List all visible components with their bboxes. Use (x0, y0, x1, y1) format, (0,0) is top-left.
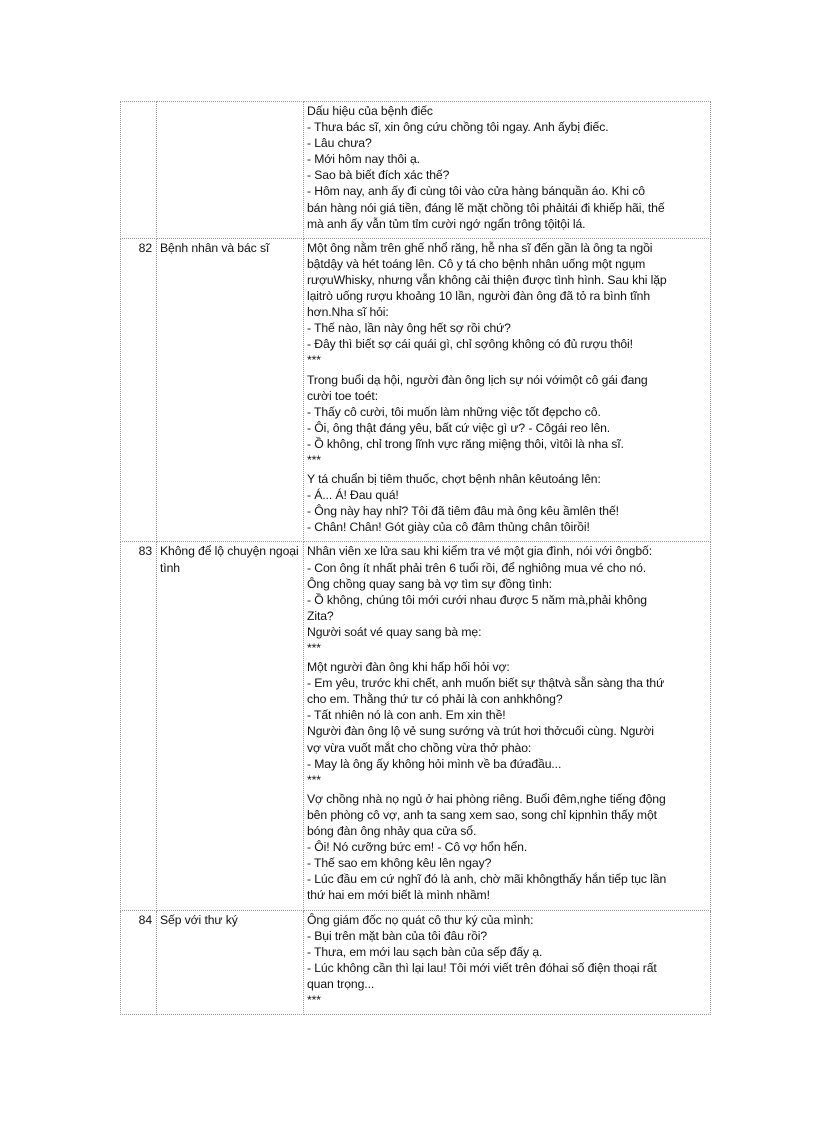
row-content (304, 238, 711, 542)
text-line: Zita? (307, 608, 334, 623)
text-line: - Lúc không cần thì lại lau! Tôi mới viết trên đóhai số điện thoại rất (307, 960, 657, 975)
text-line: rượuWhisky, nhưng vẫn không cải thiện được tình hình. Sau khi lặp (307, 272, 667, 287)
text-line: - Hôm nay, anh ấy đi cùng tôi vào cửa hàng bánquần áo. Khi cô (307, 184, 645, 199)
row-number: 82 (121, 238, 157, 542)
text-line: - Chân! Chân! Gót giày của cô đâm thủng chân tôirồi! (307, 520, 590, 535)
text-line: - Đây thì biết sợ cái quái gì, chỉ sợông không có đủ rượu thôi! (307, 337, 633, 352)
text-line: - Bụi trên mặt bàn của tôi đâu rồi? (307, 928, 488, 943)
text-line: bóng đàn ông nhảy qua cửa sổ. (307, 824, 477, 839)
text-line: vợ vừa vuốt mắt cho chồng vừa thở phào: (307, 740, 532, 755)
separator-stars: *** (307, 353, 321, 368)
text-line: cho em. Thằng thứ tư có phải là con anhkhông? (307, 692, 563, 707)
row-content (304, 910, 711, 1015)
text-line: Một ông nằm trên ghế nhổ răng, hễ nha sĩ đến gần là ông ta ngồi (307, 240, 653, 255)
table-row (121, 102, 711, 239)
text-line: quan trọng... (307, 976, 375, 991)
row-content (304, 542, 711, 910)
jokes-table (120, 101, 711, 1015)
text-line: - Tất nhiên nó là con anh. Em xin thề! (307, 708, 506, 723)
text-line: Ông giám đốc nọ quát cô thư ký của mình: (307, 912, 534, 927)
text-line: - Lâu chưa? (307, 136, 372, 151)
text-line: mà anh ấy vẫn tủm tỉm cười ngớ ngẩn trông tộitội lá. (307, 216, 586, 231)
text-line: - May là ông ấy không hỏi mình về ba đứađầu... (307, 756, 562, 771)
text-line: - Ồ không, chỉ trong lĩnh vực răng miệng thôi, vìtôi là nha sĩ. (307, 436, 624, 451)
text-line: - Mới hôm nay thôi ạ. (307, 152, 420, 167)
text-line: hơn.Nha sĩ hỏi: (307, 305, 389, 320)
text-line: Một người đàn ông khi hấp hối hỏi vợ: (307, 660, 510, 675)
table-row (121, 910, 711, 1015)
row-number: 84 (121, 910, 157, 1015)
text-line: - Ôi! Nó cưỡng bức em! - Cô vợ hổn hển. (307, 840, 528, 855)
table-body (121, 102, 711, 1015)
text-line: - Thưa bác sĩ, xin ông cứu chồng tôi ngay. Anh ấybị điếc. (307, 120, 609, 135)
text-line: lạitrò uống rượu khoảng 10 lần, người đàn ông đã tỏ ra bình tĩnh (307, 289, 651, 304)
row-title: Không để lộ chuyện ngoại tình (157, 542, 304, 910)
row-number: 83 (121, 542, 157, 910)
text-line: Dấu hiệu của bệnh điếc (307, 104, 433, 118)
text-line: Ông chồng quay sang bà vợ tìm sự đồng tình: (307, 576, 552, 591)
separator-stars: *** (307, 772, 321, 787)
separator-stars: *** (307, 452, 321, 467)
text-line: cười toe toét: (307, 388, 378, 403)
text-line: - Lúc đầu em cứ nghĩ đó là anh, chờ mãi khôngthấy hắn tiếp tục lần (307, 872, 667, 887)
text-line: Vợ chồng nhà nọ ngủ ở hai phòng riêng. Buổi đêm,nghe tiếng động (307, 791, 666, 806)
text-line: - Sao bà biết đích xác thế? (307, 168, 450, 183)
text-line: Y tá chuẩn bị tiêm thuốc, chợt bệnh nhân kêutoáng lên: (307, 472, 601, 487)
table-row (121, 542, 711, 910)
text-line: - Á... Á! Đau quá! (307, 488, 399, 503)
text-line: thứ hai em mới biết là mình nhầm! (307, 888, 490, 903)
separator-stars: *** (307, 992, 321, 1007)
table-row (121, 238, 711, 542)
separator-stars: *** (307, 641, 321, 655)
text-line: - Con ông ít nhất phải trên 6 tuổi rồi, để nghiông mua vé cho nó. (307, 560, 647, 575)
text-line: - Ông này hay nhỉ? Tôi đã tiêm đâu mà ông kêu ầmlên thế! (307, 504, 619, 519)
text-line: - Thưa, em mới lau sạch bàn của sếp đấy ạ. (307, 944, 543, 959)
text-line: Trong buổi dạ hội, người đàn ông lịch sự nói vớimột cô gái đang (307, 372, 648, 387)
row-title: Bệnh nhân và bác sĩ (157, 238, 304, 542)
text-line: - Ôi, ông thật đáng yêu, bất cứ việc gì ư? - Côgái reo lên. (307, 420, 611, 435)
row-title: Sếp với thư ký (157, 910, 304, 1015)
text-line: - Thế sao em không kêu lên ngay? (307, 856, 492, 871)
text-line: - Ồ không, chúng tôi mới cưới nhau được 5 năm mà,phải không (307, 592, 647, 607)
row-title (157, 102, 304, 239)
text-line: Người đàn ông lộ vẻ sung sướng và trút hơi thởcuối cùng. Người (307, 724, 654, 739)
text-line: Người soát vé quay sang bà mẹ: (307, 624, 482, 639)
text-line: bên phòng cô vợ, anh ta sang xem sao, song chỉ kịpnhìn thấy một (307, 807, 657, 822)
row-number (121, 102, 157, 239)
text-line: bậtdậy và hét toáng lên. Cô y tá cho bệnh nhân uống một ngụm (307, 256, 646, 271)
text-line: bán hàng nói giá tiền, đáng lẽ mặt chồng tôi phảitái đi khiếp hãi, thế (307, 200, 665, 215)
text-line: Nhân viên xe lửa sau khi kiểm tra vé một gia đình, nói với ôngbố: (307, 544, 652, 559)
row-content (304, 102, 711, 239)
text-line: - Thế nào, lần này ông hết sợ rồi chứ? (307, 321, 511, 336)
text-line: - Thấy cô cười, tôi muốn làm những việc tốt đẹpcho cô. (307, 404, 601, 419)
text-line: - Em yêu, trước khi chết, anh muốn biết sự thậtvà sẵn sàng tha thứ (307, 676, 665, 691)
